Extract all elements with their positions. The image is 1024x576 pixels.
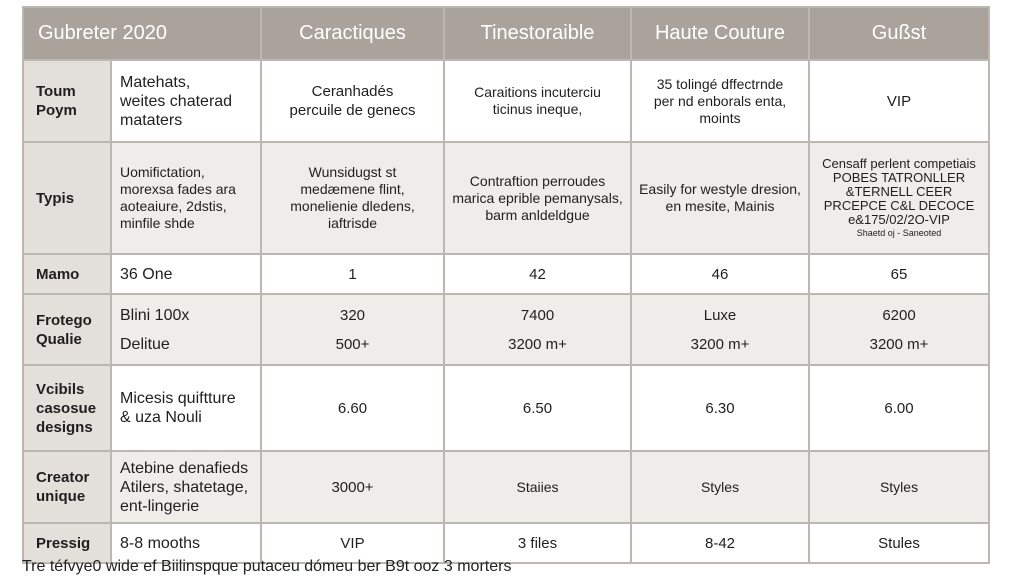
table-row <box>23 451 989 523</box>
table-cell: Styles <box>631 451 809 523</box>
table-cell: 35 tolingé dffectrnde per nd enborals enta, moints <box>631 60 809 142</box>
table-cell <box>809 142 989 254</box>
table-cell: Micesis quiftture & uza Nouli <box>111 365 261 451</box>
table-cell: Styles <box>809 451 989 523</box>
row-label: Mamo <box>23 254 111 294</box>
footer-caption: Tre téfvye0 wide ef Biilinspque putaceu dómeu ber B9t ooz 3 morters <box>22 558 512 575</box>
table-row <box>23 294 989 365</box>
row-label: Vcibils casosue designs <box>23 365 111 451</box>
table-cell: Ceranhadés percuile de genecs <box>261 60 444 142</box>
cell-note: Shaetd oj - Saneoted <box>856 228 942 238</box>
table-cell: Atebine denafieds Atilers, shatetage, ent-lingerie <box>111 451 261 523</box>
table-cell: 46 <box>631 254 809 294</box>
table-header-row <box>23 7 989 60</box>
table-row <box>23 523 989 563</box>
table-cell: 6.60 <box>261 365 444 451</box>
table-cell: 6.50 <box>444 365 631 451</box>
table-cell: 6.00 <box>809 365 989 451</box>
table-cell: Caraitions incuterciu ticinus ineque, <box>444 60 631 142</box>
table-cell: 8-42 <box>631 523 809 563</box>
table-cell: Contraftion perroudes marica eprible pemanysals, barm anldeldgue <box>444 142 631 254</box>
row-label: Creator unique <box>23 451 111 523</box>
table-row <box>23 60 989 142</box>
table-cell: Staiies <box>444 451 631 523</box>
table-cell: Stules <box>809 523 989 563</box>
table-cell: 7400 3200 m+ <box>444 294 631 365</box>
header-cell-tinestoraible: Tinestoraible <box>444 7 631 60</box>
cell-text: Censaff perlent competiais POBES TATRONLLER &TERNELL CEER PRCEPCE C&L DECOCE e&175/02/2O-VIP <box>822 156 976 227</box>
table-cell: 1 <box>261 254 444 294</box>
table-row <box>23 142 989 254</box>
table-cell: 3000+ <box>261 451 444 523</box>
comparison-table-container <box>22 6 988 564</box>
row-label: Frotego Qualie <box>23 294 111 365</box>
row-label: Typis <box>23 142 111 254</box>
table-row <box>23 365 989 451</box>
header-cell-haute-couture: Haute Couture <box>631 7 809 60</box>
table-cell: 36 One <box>111 254 261 294</box>
table-row <box>23 254 989 294</box>
row-label: Pressig <box>23 523 111 563</box>
table-cell: 6.30 <box>631 365 809 451</box>
table-cell: Matehats, weites chaterad mataters <box>111 60 261 142</box>
table-cell: Easily for westyle dresion, en mesite, Mainis <box>631 142 809 254</box>
table-cell: 42 <box>444 254 631 294</box>
table-cell: 3 files <box>444 523 631 563</box>
header-cell-gusst: Gußst <box>809 7 989 60</box>
table-cell: 320 500+ <box>261 294 444 365</box>
table-cell: Uomifictation, morexsa fades ara aoteaiure, 2dstis, minfile shde <box>111 142 261 254</box>
header-cell-caractiques: Caractiques <box>261 7 444 60</box>
table-cell: Luxe 3200 m+ <box>631 294 809 365</box>
table-cell: Wunsidugst st medæmene flint, monelienie dledens, iaftrisde <box>261 142 444 254</box>
table-cell: VIP <box>261 523 444 563</box>
comparison-table <box>22 6 990 564</box>
table-cell: 65 <box>809 254 989 294</box>
table-cell: Blini 100x Delitue <box>111 294 261 365</box>
table-cell: VIP <box>809 60 989 142</box>
table-cell: 8-8 mooths <box>111 523 261 563</box>
header-cell-year: Gubreter 2020 <box>23 7 261 60</box>
table-cell: 6200 3200 m+ <box>809 294 989 365</box>
row-label: Toum Poym <box>23 60 111 142</box>
